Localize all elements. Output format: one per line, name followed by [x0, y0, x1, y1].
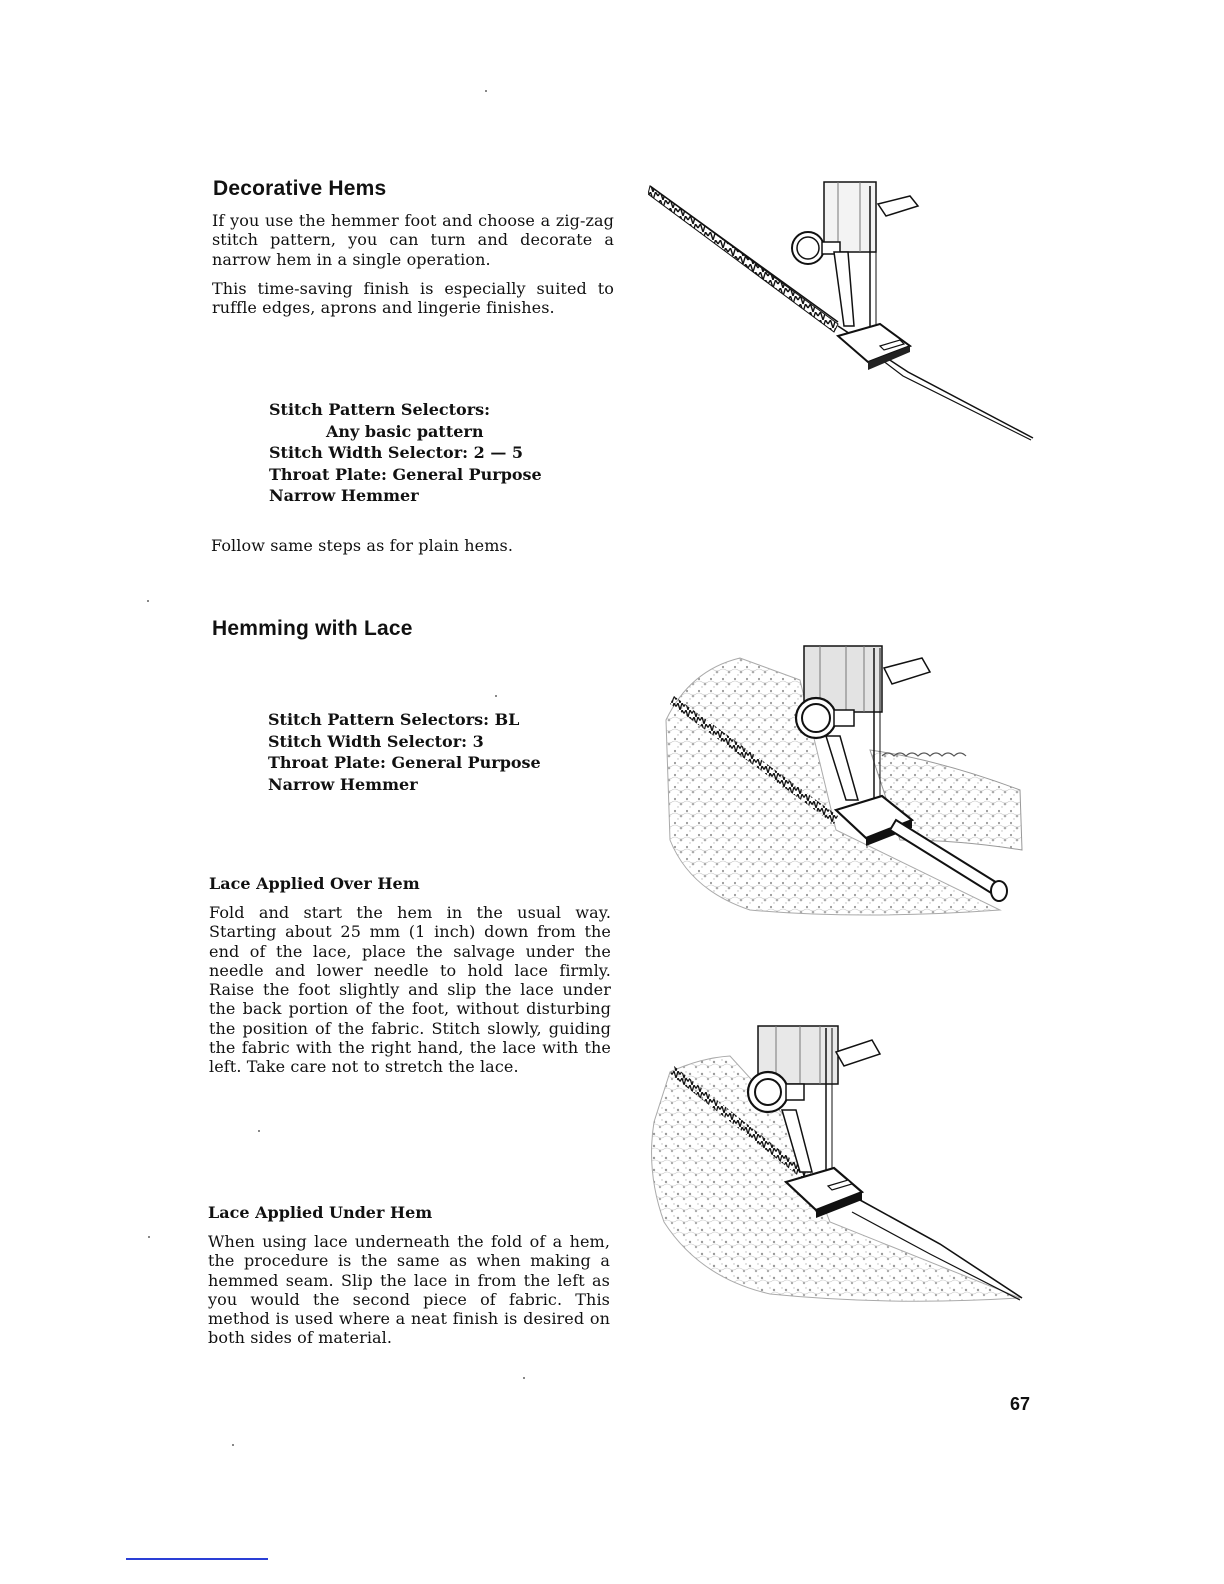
lace-over-hem-heading: Lace Applied Over Hem: [209, 874, 420, 893]
hemming-with-lace-settings: [268, 709, 541, 795]
decorative-hems-paragraph-2: This time-saving finish is especially suited to ruffle edges, aprons and lingerie finishes.: [212, 279, 614, 318]
setting-line: Stitch Width Selector: 2 — 5: [269, 443, 524, 462]
decorative-hems-heading: Decorative Hems: [213, 177, 387, 200]
setting-line: Narrow Hemmer: [269, 486, 419, 505]
follow-steps-text: Follow same steps as for plain hems.: [211, 536, 514, 555]
hemming-with-lace-heading: Hemming with Lace: [212, 617, 413, 640]
scan-edge-line: [126, 1558, 268, 1560]
lace-under-hem-illustration: [640, 1022, 1030, 1304]
setting-line: Stitch Pattern Selectors:: [269, 400, 491, 419]
lace-over-hem-illustration: [660, 640, 1030, 930]
hemmer-foot-zigzag-illustration: [648, 176, 1038, 446]
page-number: 67: [1010, 1394, 1031, 1414]
decorative-hems-paragraph-1: If you use the hemmer foot and choose a zig-zag stitch pattern, you can turn and decorate a narrow hem in a single operation.: [212, 211, 614, 269]
scan-speck: [523, 1377, 525, 1379]
setting-line: Stitch Pattern Selectors: BL: [268, 710, 520, 729]
scan-speck: [485, 90, 487, 92]
lace-under-hem-heading: Lace Applied Under Hem: [208, 1203, 433, 1222]
setting-line: Any basic pattern: [326, 421, 484, 441]
scan-speck: [147, 600, 149, 602]
decorative-hems-settings: [269, 399, 542, 507]
lace-under-hem-text: When using lace underneath the fold of a hem, the procedure is the same as when making a hemmed seam. Slip the lace in from the left as you would the second piece of fabric. This method is used where a neat finish is desired on both sides of material.: [208, 1232, 610, 1348]
setting-line: Stitch Width Selector: 3: [268, 731, 484, 751]
setting-line: Throat Plate: General Purpose: [269, 464, 542, 484]
lace-over-hem-text: Fold and start the hem in the usual way. Starting about 25 mm (1 inch) down from the end of the lace, place the salvage under the needle and lower needle to hold lace firmly. Raise the foot slightly and slip the lace under the back portion of the foot, without disturbing the position of the fabric. Stitch slowly, guiding the fabric with the right hand, the lace with the left. Take care not to stretch the lace.: [209, 903, 611, 1077]
scan-speck: [148, 1236, 150, 1238]
scan-speck: [495, 695, 497, 697]
setting-line: Narrow Hemmer: [268, 774, 418, 794]
scan-speck: [258, 1130, 260, 1132]
setting-line: Throat Plate: General Purpose: [268, 753, 541, 772]
scan-speck: [232, 1444, 234, 1446]
